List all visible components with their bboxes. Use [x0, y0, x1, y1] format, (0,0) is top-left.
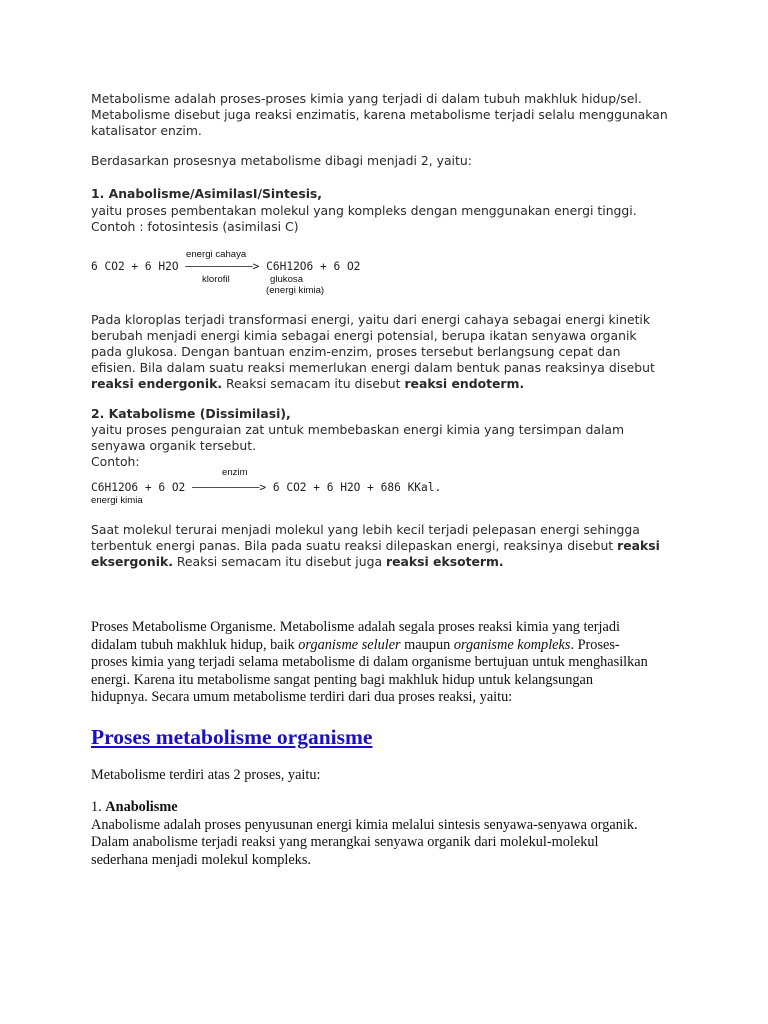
text-line: senyawa organik tersebut.: [91, 438, 257, 453]
organisme-kompleks-term: organisme kompleks: [453, 636, 571, 653]
term-eksoterm: reaksi eksoterm.: [386, 554, 504, 569]
item-number: 1.: [91, 799, 106, 815]
text-fragment: Reaksi semacam itu disebut: [222, 376, 405, 391]
katabolisme-heading: 2. Katabolisme (Dissimilasi),: [91, 406, 291, 421]
anabolisme-heading: 1. Anabolisme/AsimilasI/Sintesis,: [91, 186, 323, 201]
text-line: Anabolisme adalah proses penyusunan energi kimia melalui sintesis senyawa-senyawa organik.: [91, 816, 638, 833]
text-line: Contoh : fotosintesis (asimilasi C): [91, 219, 299, 234]
equation-label-klorofil: klorofil: [202, 274, 230, 285]
term-endoterm: reaksi endoterm.: [404, 376, 525, 391]
equation-label-energi-kimia: energi kimia: [91, 495, 143, 506]
text-line: [91, 538, 721, 554]
text-fragment: . Proses-: [570, 636, 620, 653]
intro-line: katalisator enzim.: [91, 123, 202, 138]
intro-line: Metabolisme adalah proses-proses kimia yang terjadi di dalam tubuh makhluk hidup/sel.: [91, 91, 642, 106]
text-line: [91, 376, 721, 392]
text-line: [91, 637, 731, 655]
photosynthesis-equation: 6 CO2 + 6 H2O ——————————> C6H12O6 + 6 O2: [91, 260, 361, 273]
term-eksergonik: eksergonik.: [91, 554, 173, 569]
text-fragment: Reaksi semacam itu disebut juga: [172, 554, 386, 569]
organisme-seluler-term: organisme seluler: [298, 636, 401, 653]
text-line: Pada kloroplas terjadi transformasi energi, yaitu dari energi cahaya sebagai energi kinetik: [91, 312, 651, 327]
organisme-paragraph: [91, 619, 731, 707]
term-reaksi: reaksi: [617, 538, 660, 553]
text-line: Contoh:: [91, 454, 140, 469]
text-line: yaitu proses pembentakan molekul yang kompleks dengan menggunakan energi tinggi.: [91, 203, 637, 218]
text-line: energi. Karena itu metabolisme sangat penting bagi makhluk hidup untuk kelangsungan: [91, 671, 593, 688]
text-line: Dalam anabolisme terjadi reaksi yang merangkai senyawa organik dari molekul-molekul: [91, 834, 599, 851]
equation-label-enzim: enzim: [222, 467, 248, 478]
text-line: berubah menjadi energi kimia sebagai energi potensial, berupa ikatan senyawa organik: [91, 328, 637, 343]
text-line: proses kimia yang terjadi selama metabolisme di dalam organisme bertujuan untuk menghasilkan: [91, 654, 648, 671]
text-fragment: maupun: [400, 636, 454, 653]
text-line: hidupnya. Secara umum metabolisme terdiri dari dua proses reaksi, yaitu:: [91, 689, 513, 706]
text-line: pada glukosa. Dengan bantuan enzim-enzim, proses tersebut berlangsung cepat dan: [91, 344, 621, 359]
anabolisme-paragraph: [91, 312, 721, 392]
anabolisme-definition: [91, 203, 721, 235]
intro-paragraph: [91, 91, 721, 139]
text-line: Proses Metabolisme Organisme. Metabolisme adalah segala proses reaksi kimia yang terjadi: [91, 619, 620, 635]
respiration-equation: C6H12O6 + 6 O2 ——————————> 6 CO2 + 6 H2O + 686 KKal.: [91, 481, 442, 494]
division-text: Berdasarkan prosesnya metabolisme dibagi menjadi 2, yaitu:: [91, 153, 472, 168]
equation-label-energi-kimia: (energi kimia): [266, 285, 325, 296]
text-line: [91, 554, 721, 570]
item-title: Anabolisme: [105, 799, 178, 815]
section-item-anabolisme: [91, 799, 731, 869]
text-line: sederhana menjadi molekul kompleks.: [91, 851, 311, 868]
equation-label-glukosa: glukosa: [270, 274, 304, 285]
text-line: Saat molekul terurai menjadi molekul yang lebih kecil terjadi pelepasan energi sehingga: [91, 522, 640, 537]
text-line: efisien. Bila dalam suatu reaksi memerlukan energi dalam bentuk panas reaksinya disebut: [91, 360, 655, 375]
text-fragment: didalam tubuh makhluk hidup, baik: [91, 636, 299, 653]
text-fragment: terbentuk energi panas. Bila pada suatu reaksi dilepaskan energi, reaksinya disebut: [91, 538, 618, 553]
term-endergonik: reaksi endergonik.: [91, 376, 223, 391]
katabolisme-definition: [91, 422, 721, 470]
katabolisme-paragraph: [91, 522, 721, 570]
intro-line: Metabolisme disebut juga reaksi enzimatis, karena metabolisme terjadi selalu menggunakan: [91, 107, 668, 122]
section-heading-link[interactable]: Proses metabolisme organisme: [91, 725, 373, 749]
equation-label-energi-cahaya: energi cahaya: [186, 249, 247, 260]
section-intro: Metabolisme terdiri atas 2 proses, yaitu:: [91, 767, 321, 783]
text-line: yaitu proses penguraian zat untuk membebaskan energi kimia yang tersimpan dalam: [91, 422, 625, 437]
item-title-line: [91, 799, 731, 817]
